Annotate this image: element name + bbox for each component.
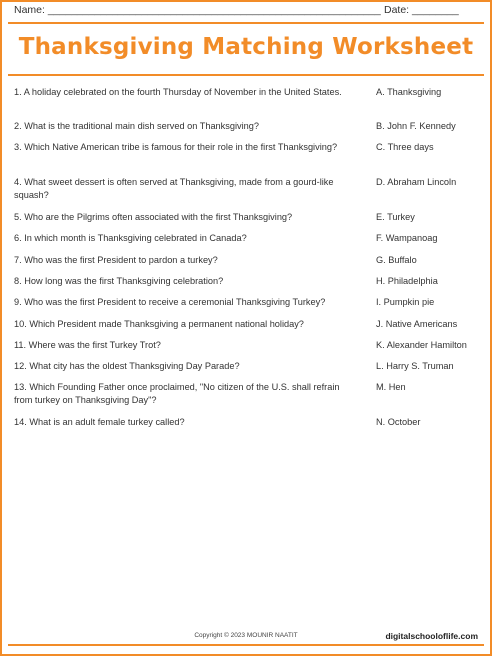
answer-l: L. Harry S. Truman [376, 361, 454, 371]
footer-divider [8, 644, 484, 646]
answer-e: E. Turkey [376, 212, 415, 222]
question-1: 1. A holiday celebrated on the fourth Thursday of November in the United States. [14, 87, 342, 97]
question-2: 2. What is the traditional main dish served on Thanksgiving? [14, 121, 259, 131]
site-link[interactable]: digitalschooloflife.com [385, 631, 478, 641]
question-8: 8. How long was the first Thanksgiving celebration? [14, 276, 224, 286]
answer-a: A. Thanksgiving [376, 87, 442, 97]
question-4: 4. What sweet dessert is often served at Thanksgiving, made from a gourd-like squash? [14, 177, 334, 200]
question-13: 13. Which Founding Father once proclaimed, "No citizen of the U.S. shall refrain from turkey on Thanksgiving Day"? [14, 382, 340, 405]
question-5: 5. Who are the Pilgrims often associated with the first Thanksgiving? [14, 212, 293, 222]
answer-m: M. Hen [376, 382, 406, 392]
header-divider [8, 22, 484, 24]
answer-g: G. Buffalo [376, 255, 417, 265]
question-14: 14. What is an adult female turkey called? [14, 417, 185, 427]
question-6: 6. In which month is Thanksgiving celebrated in Canada? [14, 233, 247, 243]
worksheet-title: Thanksgiving Matching Worksheet [18, 34, 474, 60]
question-9: 9. Who was the first President to receive a ceremonial Thanksgiving Turkey? [14, 297, 326, 307]
answer-h: H. Philadelphia [376, 276, 438, 286]
copyright-text: Copyright © 2023 MOUNIR NAATIT [194, 632, 298, 639]
name-field: Name: _________________________________________________________ [14, 4, 381, 16]
header-row [14, 4, 480, 20]
date-field: Date: ________ [384, 4, 459, 16]
question-12: 12. What city has the oldest Thanksgiving Day Parade? [14, 361, 240, 371]
answer-n: N. October [376, 417, 421, 427]
question-10: 10. Which President made Thanksgiving a permanent national holiday? [14, 319, 304, 329]
answer-i: I. Pumpkin pie [376, 297, 435, 307]
question-3: 3. Which Native American tribe is famous for their role in the first Thanksgiving? [14, 142, 338, 152]
answer-k: K. Alexander Hamilton [376, 340, 467, 350]
answer-b: B. John F. Kennedy [376, 121, 456, 131]
answer-d: D. Abraham Lincoln [376, 177, 457, 187]
title-divider [8, 74, 484, 76]
question-7: 7. Who was the first President to pardon a turkey? [14, 255, 218, 265]
answer-j: J. Native Americans [376, 319, 458, 329]
answer-f: F. Wampanoag [376, 233, 438, 243]
answer-c: C. Three days [376, 142, 434, 152]
question-11: 11. Where was the first Turkey Trot? [14, 340, 161, 350]
